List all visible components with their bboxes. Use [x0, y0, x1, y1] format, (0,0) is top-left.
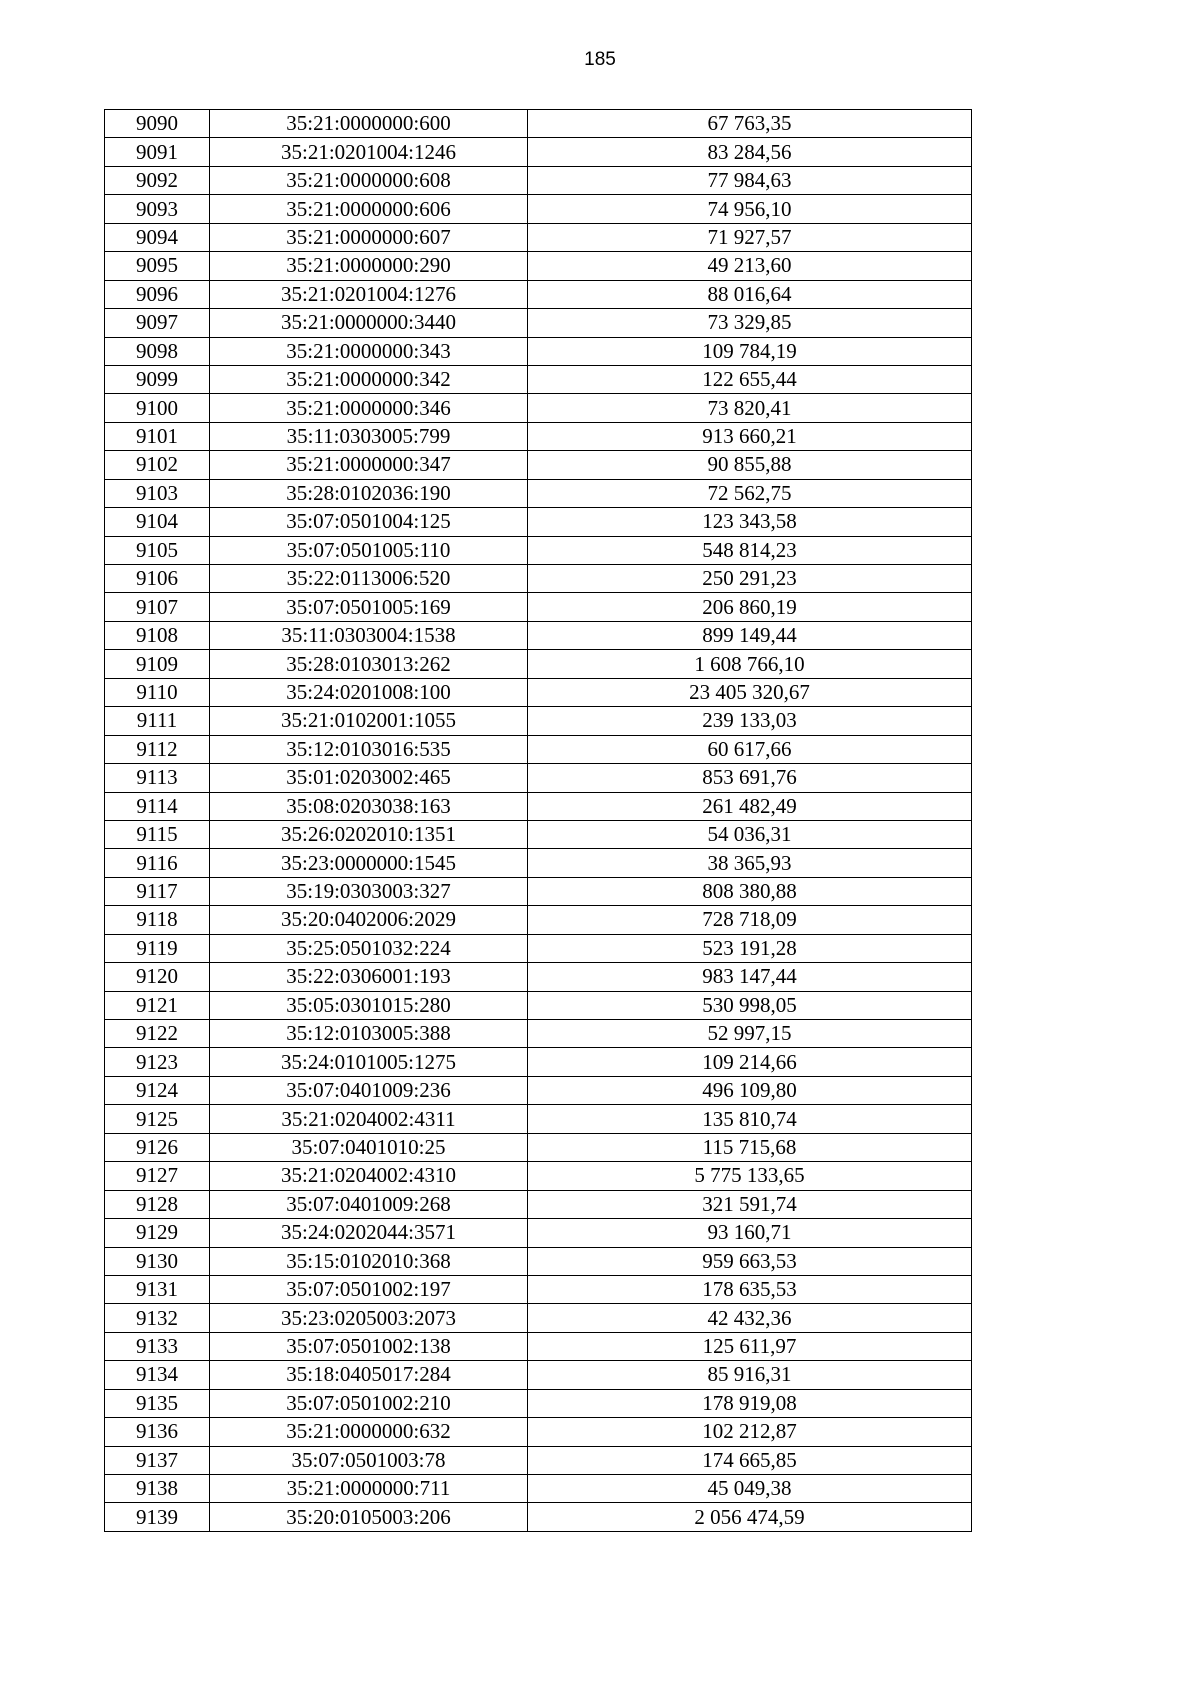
cadastral-number-cell: 35:12:0103005:388	[210, 1020, 528, 1048]
table-row	[105, 650, 972, 678]
row-number-cell: 9097	[105, 309, 210, 337]
row-number-cell: 9128	[105, 1190, 210, 1218]
cadastral-value-cell: 52 997,15	[528, 1020, 972, 1048]
cadastral-number-cell: 35:21:0204002:4311	[210, 1105, 528, 1133]
table-row	[105, 1361, 972, 1389]
cadastral-number-cell: 35:24:0202044:3571	[210, 1219, 528, 1247]
table-row	[105, 1475, 972, 1503]
row-number-cell: 9137	[105, 1446, 210, 1474]
cadastral-number-cell: 35:24:0201008:100	[210, 678, 528, 706]
cadastral-number-cell: 35:07:0401009:268	[210, 1190, 528, 1218]
cadastral-value-cell: 109 214,66	[528, 1048, 972, 1076]
row-number-cell: 9122	[105, 1020, 210, 1048]
table-row	[105, 536, 972, 564]
row-number-cell: 9115	[105, 820, 210, 848]
cadastral-number-cell: 35:21:0204002:4310	[210, 1162, 528, 1190]
row-number-cell: 9091	[105, 138, 210, 166]
row-number-cell: 9113	[105, 764, 210, 792]
row-number-cell: 9101	[105, 422, 210, 450]
cadastral-number-cell: 35:07:0501003:78	[210, 1446, 528, 1474]
table-row	[105, 1304, 972, 1332]
table-row	[105, 280, 972, 308]
table-row	[105, 166, 972, 194]
cadastral-number-cell: 35:25:0501032:224	[210, 934, 528, 962]
cadastral-value-cell: 71 927,57	[528, 223, 972, 251]
table-row	[105, 735, 972, 763]
table-row	[105, 479, 972, 507]
table-row	[105, 1048, 972, 1076]
cadastral-number-cell: 35:07:0401010:25	[210, 1133, 528, 1161]
table-row	[105, 1133, 972, 1161]
row-number-cell: 9111	[105, 707, 210, 735]
cadastral-value-cell: 73 820,41	[528, 394, 972, 422]
row-number-cell: 9112	[105, 735, 210, 763]
row-number-cell: 9107	[105, 593, 210, 621]
cadastral-value-cell: 2 056 474,59	[528, 1503, 972, 1531]
cadastral-value-cell: 496 109,80	[528, 1076, 972, 1104]
row-number-cell: 9126	[105, 1133, 210, 1161]
cadastral-number-cell: 35:21:0000000:632	[210, 1418, 528, 1446]
cadastral-value-cell: 122 655,44	[528, 365, 972, 393]
row-number-cell: 9094	[105, 223, 210, 251]
cadastral-number-cell: 35:07:0501005:169	[210, 593, 528, 621]
cadastral-value-cell: 5 775 133,65	[528, 1162, 972, 1190]
table-row	[105, 1105, 972, 1133]
table-row	[105, 1418, 972, 1446]
table-row	[105, 1332, 972, 1360]
cadastral-value-cell: 983 147,44	[528, 963, 972, 991]
row-number-cell: 9138	[105, 1475, 210, 1503]
table-row	[105, 1503, 972, 1531]
row-number-cell: 9093	[105, 195, 210, 223]
table-row	[105, 1275, 972, 1303]
cadastral-value-cell: 72 562,75	[528, 479, 972, 507]
cadastral-number-cell: 35:21:0000000:711	[210, 1475, 528, 1503]
cadastral-number-cell: 35:07:0501002:210	[210, 1389, 528, 1417]
cadastral-value-cell: 77 984,63	[528, 166, 972, 194]
table-row	[105, 223, 972, 251]
cadastral-number-cell: 35:21:0000000:3440	[210, 309, 528, 337]
table-row	[105, 309, 972, 337]
cadastral-number-cell: 35:21:0201004:1246	[210, 138, 528, 166]
table-row	[105, 934, 972, 962]
row-number-cell: 9119	[105, 934, 210, 962]
cadastral-number-cell: 35:15:0102010:368	[210, 1247, 528, 1275]
table-row	[105, 1162, 972, 1190]
cadastral-value-cell: 115 715,68	[528, 1133, 972, 1161]
table-row	[105, 764, 972, 792]
cadastral-value-cell: 67 763,35	[528, 110, 972, 138]
row-number-cell: 9092	[105, 166, 210, 194]
cadastral-number-cell: 35:08:0203038:163	[210, 792, 528, 820]
row-number-cell: 9096	[105, 280, 210, 308]
cadastral-number-cell: 35:22:0113006:520	[210, 565, 528, 593]
cadastral-number-cell: 35:21:0000000:606	[210, 195, 528, 223]
cadastral-value-cell: 174 665,85	[528, 1446, 972, 1474]
cadastral-number-cell: 35:18:0405017:284	[210, 1361, 528, 1389]
table-row	[105, 138, 972, 166]
row-number-cell: 9129	[105, 1219, 210, 1247]
cadastral-value-cell: 913 660,21	[528, 422, 972, 450]
cadastral-number-cell: 35:19:0303003:327	[210, 877, 528, 905]
row-number-cell: 9139	[105, 1503, 210, 1531]
table-row	[105, 451, 972, 479]
row-number-cell: 9108	[105, 621, 210, 649]
cadastral-number-cell: 35:22:0306001:193	[210, 963, 528, 991]
cadastral-number-cell: 35:21:0000000:343	[210, 337, 528, 365]
table-row	[105, 849, 972, 877]
row-number-cell: 9109	[105, 650, 210, 678]
cadastral-value-cell: 73 329,85	[528, 309, 972, 337]
row-number-cell: 9098	[105, 337, 210, 365]
table-row	[105, 593, 972, 621]
cadastral-value-cell: 90 855,88	[528, 451, 972, 479]
row-number-cell: 9118	[105, 906, 210, 934]
cadastral-number-cell: 35:20:0105003:206	[210, 1503, 528, 1531]
cadastral-value-cell: 49 213,60	[528, 252, 972, 280]
cadastral-value-cell: 959 663,53	[528, 1247, 972, 1275]
row-number-cell: 9127	[105, 1162, 210, 1190]
table-row	[105, 508, 972, 536]
table-row	[105, 707, 972, 735]
cadastral-number-cell: 35:28:0103013:262	[210, 650, 528, 678]
cadastral-value-cell: 321 591,74	[528, 1190, 972, 1218]
cadastral-number-cell: 35:21:0102001:1055	[210, 707, 528, 735]
cadastral-value-cell: 45 049,38	[528, 1475, 972, 1503]
table-row	[105, 877, 972, 905]
row-number-cell: 9116	[105, 849, 210, 877]
row-number-cell: 9131	[105, 1275, 210, 1303]
cadastral-value-cell: 83 284,56	[528, 138, 972, 166]
cadastral-number-cell: 35:23:0205003:2073	[210, 1304, 528, 1332]
table-row	[105, 678, 972, 706]
table-row	[105, 906, 972, 934]
row-number-cell: 9132	[105, 1304, 210, 1332]
cadastral-value-cell: 523 191,28	[528, 934, 972, 962]
cadastral-number-cell: 35:28:0102036:190	[210, 479, 528, 507]
cadastral-number-cell: 35:12:0103016:535	[210, 735, 528, 763]
row-number-cell: 9090	[105, 110, 210, 138]
cadastral-number-cell: 35:11:0303005:799	[210, 422, 528, 450]
cadastral-number-cell: 35:21:0000000:600	[210, 110, 528, 138]
table-row	[105, 365, 972, 393]
cadastral-value-cell: 239 133,03	[528, 707, 972, 735]
row-number-cell: 9110	[105, 678, 210, 706]
row-number-cell: 9114	[105, 792, 210, 820]
table-row	[105, 792, 972, 820]
table-row	[105, 1190, 972, 1218]
table-row	[105, 991, 972, 1019]
cadastral-value-cell: 178 919,08	[528, 1389, 972, 1417]
cadastral-number-cell: 35:07:0501002:197	[210, 1275, 528, 1303]
table-row	[105, 1020, 972, 1048]
cadastral-number-cell: 35:21:0000000:607	[210, 223, 528, 251]
table-row	[105, 963, 972, 991]
cadastral-value-cell: 42 432,36	[528, 1304, 972, 1332]
cadastral-number-cell: 35:11:0303004:1538	[210, 621, 528, 649]
cadastral-value-cell: 60 617,66	[528, 735, 972, 763]
cadastral-number-cell: 35:21:0000000:346	[210, 394, 528, 422]
cadastral-number-cell: 35:21:0000000:342	[210, 365, 528, 393]
cadastral-value-cell: 109 784,19	[528, 337, 972, 365]
cadastral-number-cell: 35:07:0401009:236	[210, 1076, 528, 1104]
row-number-cell: 9100	[105, 394, 210, 422]
row-number-cell: 9124	[105, 1076, 210, 1104]
row-number-cell: 9125	[105, 1105, 210, 1133]
cadastral-value-cell: 530 998,05	[528, 991, 972, 1019]
cadastral-number-cell: 35:21:0000000:608	[210, 166, 528, 194]
page-number: 185	[584, 49, 616, 70]
table-row	[105, 394, 972, 422]
row-number-cell: 9120	[105, 963, 210, 991]
cadastral-value-cell: 178 635,53	[528, 1275, 972, 1303]
cadastral-value-cell: 88 016,64	[528, 280, 972, 308]
table-row	[105, 820, 972, 848]
table-row	[105, 1446, 972, 1474]
table-row	[105, 1076, 972, 1104]
cadastral-number-cell: 35:01:0203002:465	[210, 764, 528, 792]
cadastral-number-cell: 35:20:0402006:2029	[210, 906, 528, 934]
table-body	[105, 110, 972, 1532]
cadastral-number-cell: 35:07:0501004:125	[210, 508, 528, 536]
cadastral-number-cell: 35:24:0101005:1275	[210, 1048, 528, 1076]
cadastral-value-cell: 38 365,93	[528, 849, 972, 877]
row-number-cell: 9121	[105, 991, 210, 1019]
cadastral-value-cell: 125 611,97	[528, 1332, 972, 1360]
row-number-cell: 9123	[105, 1048, 210, 1076]
row-number-cell: 9095	[105, 252, 210, 280]
cadastral-value-cell: 85 916,31	[528, 1361, 972, 1389]
cadastral-value-cell: 899 149,44	[528, 621, 972, 649]
cadastral-value-cell: 250 291,23	[528, 565, 972, 593]
cadastral-value-cell: 123 343,58	[528, 508, 972, 536]
cadastral-number-cell: 35:21:0000000:347	[210, 451, 528, 479]
table-row	[105, 565, 972, 593]
row-number-cell: 9104	[105, 508, 210, 536]
table-row	[105, 422, 972, 450]
cadastral-value-cell: 135 810,74	[528, 1105, 972, 1133]
table-row	[105, 1389, 972, 1417]
cadastral-number-cell: 35:21:0000000:290	[210, 252, 528, 280]
cadastral-value-cell: 74 956,10	[528, 195, 972, 223]
row-number-cell: 9133	[105, 1332, 210, 1360]
table-row	[105, 195, 972, 223]
table-row	[105, 1219, 972, 1247]
row-number-cell: 9117	[105, 877, 210, 905]
cadastral-value-cell: 728 718,09	[528, 906, 972, 934]
table-row	[105, 621, 972, 649]
table-row	[105, 110, 972, 138]
cadastral-value-cell: 206 860,19	[528, 593, 972, 621]
cadastral-value-table	[104, 109, 972, 1532]
cadastral-number-cell: 35:26:0202010:1351	[210, 820, 528, 848]
cadastral-value-cell: 548 814,23	[528, 536, 972, 564]
row-number-cell: 9105	[105, 536, 210, 564]
cadastral-value-cell: 54 036,31	[528, 820, 972, 848]
row-number-cell: 9099	[105, 365, 210, 393]
row-number-cell: 9130	[105, 1247, 210, 1275]
table-row	[105, 337, 972, 365]
table-row	[105, 1247, 972, 1275]
row-number-cell: 9136	[105, 1418, 210, 1446]
cadastral-number-cell: 35:05:0301015:280	[210, 991, 528, 1019]
cadastral-number-cell: 35:21:0201004:1276	[210, 280, 528, 308]
cadastral-number-cell: 35:07:0501002:138	[210, 1332, 528, 1360]
table-row	[105, 252, 972, 280]
cadastral-number-cell: 35:07:0501005:110	[210, 536, 528, 564]
cadastral-value-cell: 93 160,71	[528, 1219, 972, 1247]
cadastral-value-cell: 261 482,49	[528, 792, 972, 820]
cadastral-value-cell: 102 212,87	[528, 1418, 972, 1446]
row-number-cell: 9106	[105, 565, 210, 593]
row-number-cell: 9103	[105, 479, 210, 507]
cadastral-value-cell: 853 691,76	[528, 764, 972, 792]
cadastral-value-cell: 1 608 766,10	[528, 650, 972, 678]
row-number-cell: 9134	[105, 1361, 210, 1389]
cadastral-value-cell: 808 380,88	[528, 877, 972, 905]
row-number-cell: 9102	[105, 451, 210, 479]
row-number-cell: 9135	[105, 1389, 210, 1417]
cadastral-number-cell: 35:23:0000000:1545	[210, 849, 528, 877]
cadastral-value-cell: 23 405 320,67	[528, 678, 972, 706]
